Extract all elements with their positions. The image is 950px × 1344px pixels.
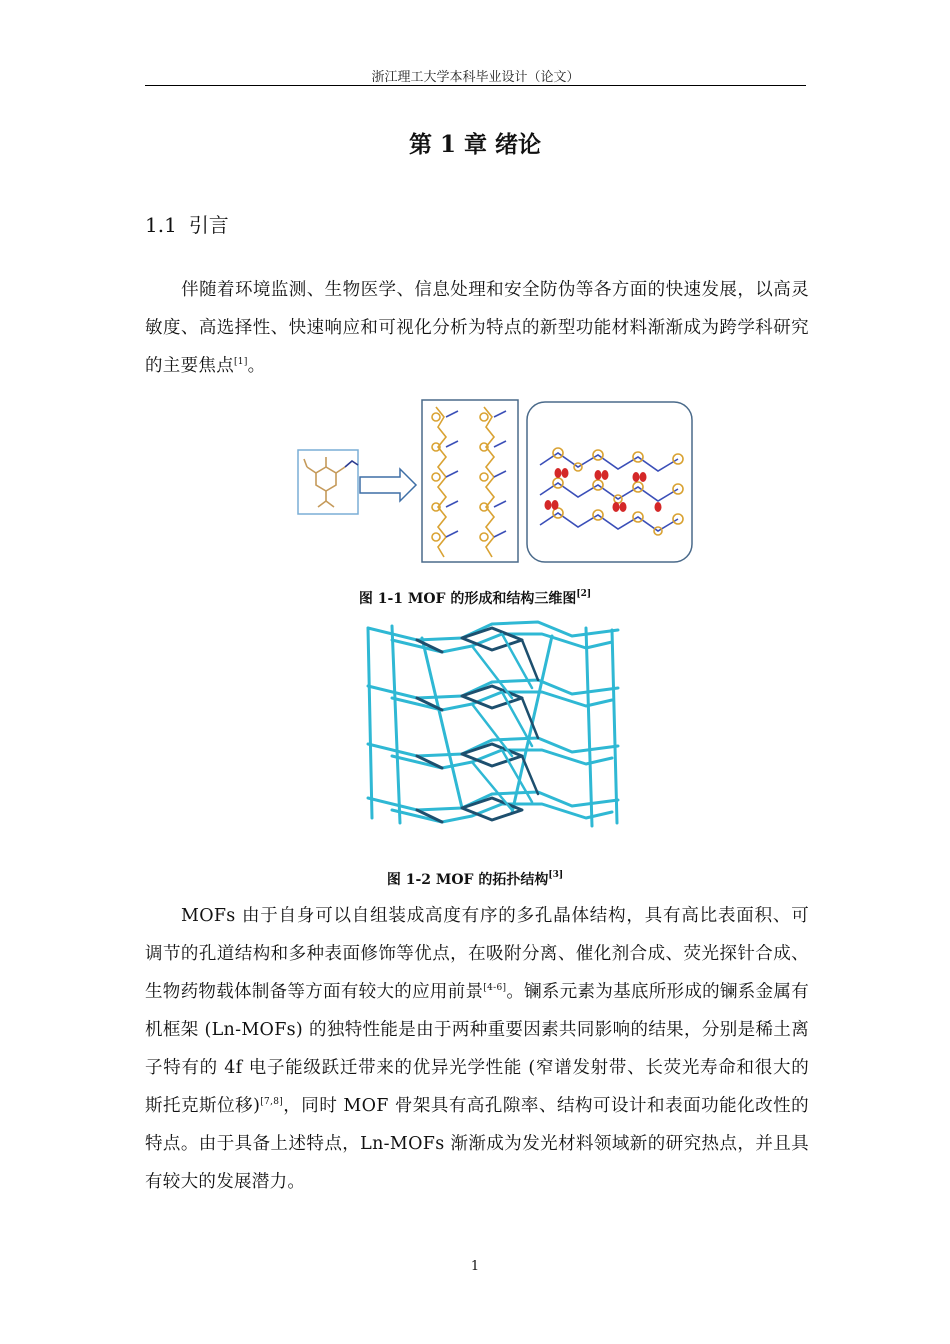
paragraph-mofs: MOFs 由于自身可以自组装成高度有序的多孔晶体结构，具有高比表面积、可调节的孔道结构和多种表面修饰等优点，在吸附分离、催化剂合成、荧光探针合成、生物药物载体制备等方面有较大的应用前景[4-6]。镧系元素为基底所形成的镧系金属有机框架 (Ln-MOFs) 的独特性能是由于两种重要因素共同影响的结果，分别是稀土离子特有的 4f 电子能级跃迁带来的优异光学性能 (窄谱发射带、长荧光寿命和很大的斯托克斯位移)[7,8]，同时 MOF 骨架具有高孔隙率、结构可设计和表面功能化改性的特点。由于具备上述特点，Ln-MOFs 渐渐成为发光材料领域新的研究热点，并且具有较大的发展潜力。 [145,906,809,1192]
page-number: 1 [470,1259,480,1274]
section-number: 1.1 [145,213,177,237]
figure-2-caption: 图 1-2 MOF 的拓扑结构[3] [386,870,564,888]
header-rule [145,85,806,86]
running-header: 浙江理工大学本科毕业设计（论文） [371,70,580,85]
ligand-box [298,450,358,514]
citation: [2] [576,589,592,599]
paragraph-intro-text: 伴随着环境监测、生物医学、信息处理和安全防伪等各方面的快速发展，以高灵敏度、高选择性、快速响应和可视化分析为特点的新型功能材料渐渐成为跨学科研究的主要焦点 [145,280,809,376]
figure-mof-topology [362,618,624,836]
section-heading [145,209,229,238]
citation: [3] [548,870,564,880]
paragraph-intro: 伴随着环境监测、生物医学、信息处理和安全防伪等各方面的快速发展，以高灵敏度、高选择性、快速响应和可视化分析为特点的新型功能材料渐渐成为跨学科研究的主要焦点[1]。 [145,280,809,376]
citation: [4-6] [483,983,507,993]
section-title: 引言 [188,213,229,237]
figure-1-caption: 图 1-1 MOF 的形成和结构三维图[2] [358,589,592,607]
arrow-icon [360,469,416,501]
structure-3d-box [527,402,692,562]
citation: [1] [234,357,248,367]
citation: [7,8] [260,1097,284,1107]
chapter-title: 第 1 章 绪论 [408,131,542,158]
figure-mof-formation [296,395,694,567]
